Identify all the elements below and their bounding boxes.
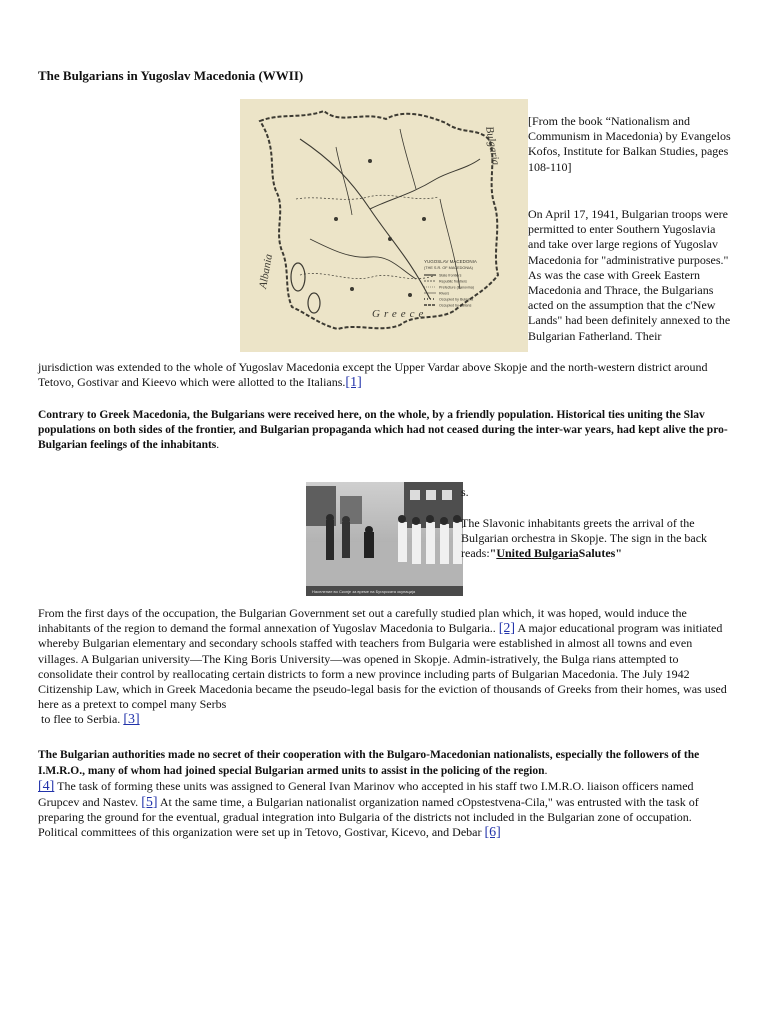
source-citation: [From the book “Nationalism and Communism in Macedonia) by Evangelos Kofos, Institute for Balkan Studies, pages 108-110] <box>528 114 731 174</box>
footnote-link-1[interactable]: [1] <box>345 375 362 391</box>
paragraph-cooperation-lead: The Bulgarian authorities made no secret of their cooperation with the Bulgaro-Macedonian nationalists, especially the followers of the I.M.R.O., many of whom had joined special Bulgarian armed units to assist in the policing of the region <box>38 749 700 778</box>
map-legend-line-5: Occupied by Bulgaria <box>439 297 474 302</box>
photo-drawing <box>306 482 463 596</box>
photo-caption <box>461 516 731 562</box>
paragraph-jurisdiction-text: jurisdiction was extended to the whole of Yugoslav Macedonia except the Upper Vardar above Skopje and the north-western district around Tetovo, Gostivar and Kieevo which were allotted to the Italians. <box>38 360 708 390</box>
map-legend-line-3: Prefecture (Banovina) <box>439 285 474 290</box>
skopje-photo-image <box>306 482 463 596</box>
footnote-link-6[interactable]: [6] <box>484 825 501 841</box>
map-drawing <box>240 99 528 352</box>
intro-paragraph: On April 17, 1941, Bulgarian troops were permitted to enter Southern Yugoslavia and take over large regions of Yugoslav Macedonia for "administrative purposes." As was the case with Greek Eastern Macedonia and Thrace, the Bulgarians acted on the assumption that the c'New Lands" had been definitely annexed to the Bulgarian Fatherland. Their <box>528 207 731 343</box>
paragraph-cooperation-text-b: The task of forming these units was assigned to General Ivan Marinov who accepted in his staff two I.M.R.O. liaison officers named Grupcev and Nastev. <box>38 779 694 809</box>
footnote-link-5[interactable]: [5] <box>141 794 158 810</box>
map-legend-line-6: Occupied by Italians <box>439 303 472 308</box>
photo-caption-sign-open: " <box>489 546 497 561</box>
paragraph-jurisdiction <box>38 360 730 390</box>
photo-caption-sign <box>490 546 622 560</box>
macedonia-map-image <box>240 99 528 352</box>
paragraph-cooperation-text-c: At the same time, a Bulgarian nationalist organization named cOpstestvena-Cila," was entrusted with the task of preparing the ground for the eventual, gradual integration into Bulgaria of the districts not included in the Bulgarian zone of occupation. Political committees of this organization were set up in Tetovo, Gostivar, Kicevo, and Debar <box>38 794 699 840</box>
photo-caption-sign-underlined: United Bulgaria <box>496 546 579 561</box>
map-legend-title: YUGOSLAV MACEDONIA <box>424 259 477 264</box>
footnote-link-3[interactable]: [3] <box>123 712 140 728</box>
map-legend-sub: (THE S.R. OF MACEDONIA) <box>424 266 473 270</box>
paragraph-occupation-plan-text-c: to flee to Serbia. <box>41 712 121 727</box>
photo-caption-sign-close: Salutes" <box>578 546 623 561</box>
map-label-albania: Albania <box>257 253 276 290</box>
map-legend-line-4: Rivers <box>439 291 450 296</box>
photo-fragment-text: s. <box>461 485 469 499</box>
paragraph-occupation-plan-text-a: From the first days of the occupation, the Bulgarian Government set out a carefully studied plan which, it was hoped, would induce the inhabitants of the region to demand the formal annexation of Yugoslav Macedonia to Bulgaria.. <box>38 606 687 636</box>
paragraph-friendly-population <box>38 408 730 454</box>
map-label-bulgaria: Bulgaria <box>483 125 502 167</box>
paragraph-friendly-population-text: Contrary to Greek Macedonia, the Bulgarians were received here, on the whole, by a friendly population. Historical ties uniting the Slav populations on both sides of the frontier, and Bulgarian propaganda which had not ceased during the inter-war years, had kept alive the pro-Bulgarian feelings of the inhabitants <box>38 409 728 452</box>
photo-caption-strip: Население во Скопје за време на Бугарската окупација <box>312 589 416 594</box>
paragraph-occupation-plan-text-b: A major educational program was initiated whereby Bulgarian elementary and secondary schools staffed with teachers from Bulgaria were established in almost all towns and even villages. A Bulgarian university—The King Boris University—was opened in Skopje. Admin-istratively, the Bulga rians attempted to consolidate their control by reallocating certain districts to form a new province including parts of Bulgarian Macedonia. The July 1942 Citizenship Law, which in Greek Macedonia became the pseudo-legal basis for the eviction of thousands of Greeks from their homes, was used here as a pretext to compel many Serbs <box>38 621 727 712</box>
paragraph-cooperation-period: . <box>544 763 548 778</box>
map-legend-line-2: Republic frontiers <box>439 279 467 284</box>
photo-caption-text: The Slavonic inhabitants greets the arrival of the Bulgarian orchestra in Skopje. The sign in the back reads: <box>461 516 708 561</box>
map-legend-line-1: State frontiers <box>439 273 462 278</box>
map-label-greece: Greece <box>372 308 428 320</box>
footnote-link-4[interactable]: [4] <box>38 779 55 795</box>
page-title: The Bulgarians in Yugoslav Macedonia (WWII) <box>38 68 304 83</box>
document-page <box>38 0 730 1024</box>
paragraph-friendly-population-period: . <box>216 439 220 452</box>
paragraph-cooperation <box>38 747 730 840</box>
footnote-link-2[interactable]: [2] <box>498 621 516 637</box>
paragraph-occupation-plan <box>38 606 730 728</box>
